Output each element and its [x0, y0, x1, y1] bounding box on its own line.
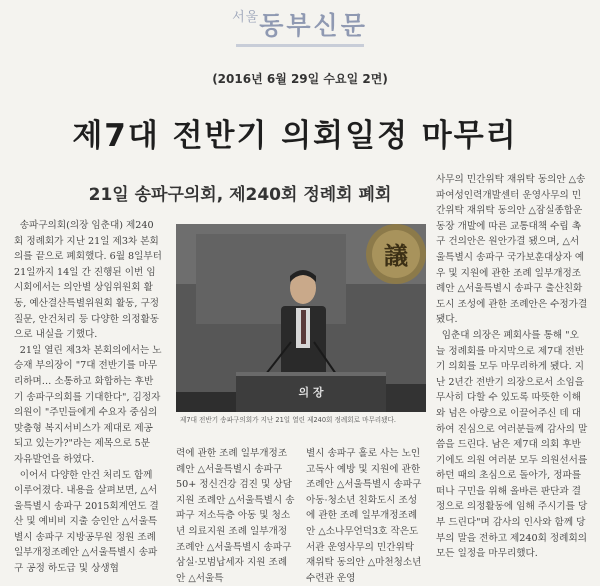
- paragraph: 별시 송파구 홀로 사는 노인 고독사 예방 및 지원에 관한 조례안 △서울특별시 송파구 아동·청소년 친화도시 조성에 관한 조례 일부개정조례안 △소나무언덕3호 작은도서관 운영사무의 민간위탁 재위탁 동의안 △마천청소년수련관 운영: [306, 448, 422, 584]
- article-column-middle-2: [306, 446, 424, 584]
- paragraph: 송파구의회(의장 임춘대) 제240회 정례회가 지난 21일 제3차 본회의를 끝으로 폐회했다. 6월 8일부터 21일까지 14일 간 진행된 이번 임시회에서는 의안별 상임위원회 활동, 예산결산특별위원회 활동, 구정질문, 안건처리 등 다양한 의정활동으로 내실을 기했다.: [14, 220, 162, 341]
- paragraph: 력에 관한 조례 일부개정조례안 △서울특별시 송파구 50+ 정신건강 검진 및 상담 지원 조례안 △서울특별시 송파구 저소득층 아동 및 청소년 의료지원 조례 일부개정조례안 △서울특별시 송파구 삼실·모범납세자 지원 조례안 △서울특: [176, 448, 295, 584]
- masthead-prefix: 서울: [232, 10, 260, 25]
- council-photo: [176, 224, 426, 412]
- paragraph: 사무의 민간위탁 재위탁 동의안 △송파여성인력개발센터 운영사무의 민간위탁 재위탁 동의안 △잠실종합운동장 개발에 따른 교통대책 수립 촉구 건의안은 원안가결 됐으며, △서울특별시 송파구 국가보훈대상자 예우 및 지원에 관한 조례 일부개정조례안 △서울특별시 송파구 출산친화도시 조성에 관한 조례안은 수정가결 됐다.: [436, 174, 588, 326]
- article-column-middle-1: [176, 446, 296, 584]
- paragraph: 21일 열린 제3차 본회의에서는 노승재 부의장이 "7대 전반기를 마무리하며… 소통하고 화합하는 후반기 송파구의회를 기대한다", 김정자 의원이 "주민들에게 수요자 중심의 맞춤형 복지서비스가 제대로 제공되고 있는가?"라는 제목으로 5분 자유발언을 하였다.: [14, 344, 162, 465]
- photo-caption: 제7대 전반기 송파구의회가 지난 21일 열린 제240회 정례회로 마무리됐다.: [180, 416, 397, 424]
- dateline: (2016년 6월 29일 수요일 2면): [212, 72, 388, 86]
- chairman-at-podium-image: [176, 224, 426, 412]
- masthead-underline: [236, 44, 364, 47]
- paragraph: 임춘대 의장은 폐회사를 통해 "오늘 정례회를 마지막으로 제7대 전반기 의회를 모두 마무리하게 됐다. 지난 2년간 전반기 의장으로서 소임을 무사히 다할 수 있도록 따뜻한 이해와 넘은 아량으로 이끌어주신 데 대하여 진심으로 여러분들께 감사의 말씀을 드린다. 남은 제7대 의회 후반기에도 의원 여러분 모두 의원선서를 하던 때의 초심으로 돌아가, 정파를 떠나 구민을 위해 올바른 판단과 결정으로 의정활동에 임해 주시기를 당부 드린다"며 감사의 인사와 함께 당부의 말을 전하고 제240회 정례회의 모든 일정을 마무리했다.: [436, 329, 588, 560]
- masthead-title: 동부신문: [259, 11, 368, 40]
- headline: 제7대 전반기 의회일정 마무리: [72, 118, 518, 154]
- seal-character: 議: [384, 241, 408, 270]
- podium-label: 의 장: [298, 386, 324, 399]
- article-column-left: [14, 218, 162, 575]
- article-column-right: [436, 172, 588, 560]
- subhead: 21일 송파구의회, 제240회 정례회 폐회: [88, 185, 392, 205]
- paragraph: 이어서 다양한 안건 처리도 함께 이루어졌다. 내용을 살펴보면, △서울특별시 송파구 2015회계연도 결산 및 예비비 지출 승인안 △서울특별시 송파구 지방공무원 정원 조례 일부개정조례안 △서울특별시 송파구 공정 하도급 및 상생협: [14, 469, 159, 575]
- masthead: [0, 6, 600, 42]
